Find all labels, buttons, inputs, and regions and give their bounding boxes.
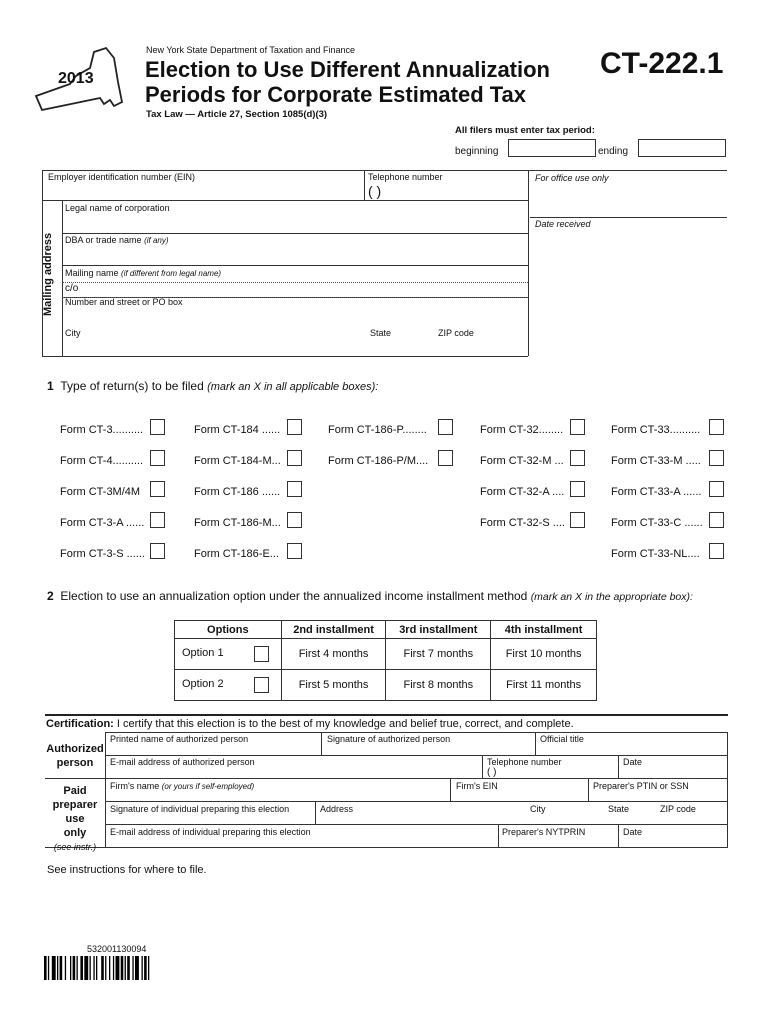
beginning-input[interactable] [508, 139, 596, 157]
barcode [44, 956, 194, 980]
dba-label: DBA or trade name (if any) [65, 235, 169, 245]
paid-preparer-label: Paid preparer use only (see instr.) [52, 785, 98, 852]
table-cell: First 7 months [386, 639, 491, 670]
annualization-options-table [174, 620, 597, 701]
form-checkbox[interactable] [570, 450, 585, 466]
form-checkbox[interactable] [287, 450, 302, 466]
form-label: Form CT-3.......... [60, 424, 144, 436]
form-checkbox[interactable] [287, 543, 302, 559]
mailing-address-vertical-label: Mailing address [42, 232, 54, 316]
form-label: Form CT-32-S .... [480, 517, 565, 529]
filing-instructions: See instructions for where to file. [47, 864, 207, 876]
option-label: Option 1 [182, 647, 224, 659]
form-label: Form CT-3M/4M [60, 486, 141, 498]
email-label: E-mail address of authorized person [110, 757, 255, 767]
form-checkbox[interactable] [709, 543, 724, 559]
city-label: City [65, 328, 81, 338]
mailing-name-label: Mailing name (if different from legal name) [65, 268, 222, 278]
section2-heading: 2 Election to use an annualization option under the annualized income installment method (mark an X in the appropriate box): [47, 589, 693, 603]
legal-name-input[interactable] [63, 213, 525, 231]
form-label: Form CT-186 ...... [194, 486, 281, 498]
auth-date-label: Date [623, 757, 643, 767]
table-header: 4th installment [491, 621, 597, 639]
telephone-parens[interactable]: ( ) [368, 183, 382, 199]
tax-law-reference: Tax Law — Article 27, Section 1085(d)(3) [146, 109, 328, 120]
form-checkbox[interactable] [709, 512, 724, 528]
form-label: Form CT-186-M... [194, 517, 281, 529]
form-checkbox[interactable] [709, 450, 724, 466]
form-title-line1: Election to Use Different Annualization [145, 57, 550, 82]
form-label: Form CT-32-M ... [480, 455, 564, 467]
form-label: Form CT-3-S ...... [60, 548, 145, 560]
table-cell: First 5 months [281, 670, 386, 701]
form-checkbox[interactable] [570, 419, 585, 435]
option1-checkbox[interactable] [254, 646, 269, 662]
table-row [175, 639, 597, 670]
prep-signature-label: Signature of individual preparing this election [110, 804, 290, 814]
firm-ein-label: Firm's EIN [456, 781, 498, 791]
street-input[interactable] [63, 307, 525, 325]
nytprin-label: Preparer's NYTPRIN [502, 827, 586, 837]
form-checkbox[interactable] [709, 419, 724, 435]
table-header: Options [175, 621, 282, 639]
table-cell: First 10 months [491, 639, 597, 670]
certification-rule [45, 714, 728, 716]
form-checkbox[interactable] [150, 419, 165, 435]
form-label: Form CT-33-A ...... [611, 486, 702, 498]
prep-date-label: Date [623, 827, 643, 837]
ein-label: Employer identification number (EIN) [48, 172, 196, 182]
ending-input[interactable] [638, 139, 726, 157]
form-label: Form CT-32-A .... [480, 486, 565, 498]
ein-input[interactable] [45, 182, 363, 199]
street-label: Number and street or PO box [65, 297, 183, 307]
dba-input[interactable] [63, 245, 525, 263]
form-label: Form CT-33-M ..... [611, 455, 701, 467]
form-checkbox[interactable] [150, 512, 165, 528]
auth-telephone-parens[interactable]: ( ) [487, 767, 497, 778]
form-label: Form CT-184 ...... [194, 424, 281, 436]
form-label: Form CT-33-NL.... [611, 548, 700, 560]
ptin-label: Preparer's PTIN or SSN [593, 781, 689, 791]
form-label: Form CT-33-C ...... [611, 517, 703, 529]
option-label: Option 2 [182, 678, 224, 690]
legal-name-label: Legal name of corporation [65, 203, 170, 213]
form-checkbox[interactable] [570, 512, 585, 528]
section1-heading: 1 Type of return(s) to be filed (mark an X in all applicable boxes): [47, 379, 379, 393]
auth-telephone-label: Telephone number [487, 757, 562, 767]
form-checkbox[interactable] [287, 419, 302, 435]
certification-text: Certification: I certify that this election is to the best of my knowledge and belief true, correct, and complete. [46, 718, 574, 730]
form-checkbox[interactable] [150, 543, 165, 559]
official-title-label: Official title [540, 734, 584, 744]
barcode-number: 532001130094 [87, 944, 147, 954]
co-input[interactable] [82, 279, 524, 295]
ending-label: ending [598, 146, 629, 157]
form-label: Form CT-186-E... [194, 548, 279, 560]
form-label: Form CT-186-P........ [328, 424, 427, 436]
option-cell [175, 670, 282, 701]
form-label: Form CT-184-M... [194, 455, 281, 467]
firm-name-label: Firm's name (or yours if self-employed) [110, 781, 255, 791]
form-title-line2: Periods for Corporate Estimated Tax [145, 82, 527, 107]
form-label: Form CT-33.......... [611, 424, 701, 436]
table-cell: First 11 months [491, 670, 597, 701]
date-received-label: Date received [535, 219, 591, 229]
prep-city-label: City [530, 804, 546, 814]
authorized-person-label: Authorized person [46, 743, 104, 769]
tax-year: 2013 [58, 70, 94, 87]
form-checkbox[interactable] [438, 419, 453, 435]
tax-period-instruction: All filers must enter tax period: [455, 125, 595, 136]
prep-address-label: Address [320, 804, 354, 814]
form-label: Form CT-3-A ...... [60, 517, 145, 529]
prep-zip-label: ZIP code [660, 804, 696, 814]
state-label: State [370, 328, 392, 338]
table-cell: First 8 months [386, 670, 491, 701]
signature-label: Signature of authorized person [327, 734, 451, 744]
form-checkbox[interactable] [287, 481, 302, 497]
co-label: c/o [65, 283, 79, 294]
office-use-label: For office use only [535, 173, 609, 183]
prep-state-label: State [608, 804, 630, 814]
agency-name: New York State Department of Taxation and Finance [146, 45, 355, 55]
option2-checkbox[interactable] [254, 677, 269, 693]
form-checkbox[interactable] [570, 481, 585, 497]
table-cell: First 4 months [281, 639, 386, 670]
telephone-label: Telephone number [368, 172, 443, 182]
form-number: CT-222.1 [600, 47, 724, 80]
form-checkbox[interactable] [709, 481, 724, 497]
form-label: Form CT-186-P/M.... [328, 455, 429, 467]
table-row [175, 670, 597, 701]
form-checkbox[interactable] [287, 512, 302, 528]
table-header: 3rd installment [386, 621, 491, 639]
form-checkbox[interactable] [150, 450, 165, 466]
prep-email-label: E-mail address of individual preparing this election [110, 827, 311, 837]
zip-label: ZIP code [438, 328, 474, 338]
form-label: Form CT-32........ [480, 424, 564, 436]
form-checkbox[interactable] [438, 450, 453, 466]
table-header: 2nd installment [281, 621, 386, 639]
printed-name-label: Printed name of authorized person [110, 734, 249, 744]
form-checkbox[interactable] [150, 481, 165, 497]
beginning-label: beginning [455, 146, 499, 157]
form-label: Form CT-4.......... [60, 455, 144, 467]
option-cell [175, 639, 282, 670]
